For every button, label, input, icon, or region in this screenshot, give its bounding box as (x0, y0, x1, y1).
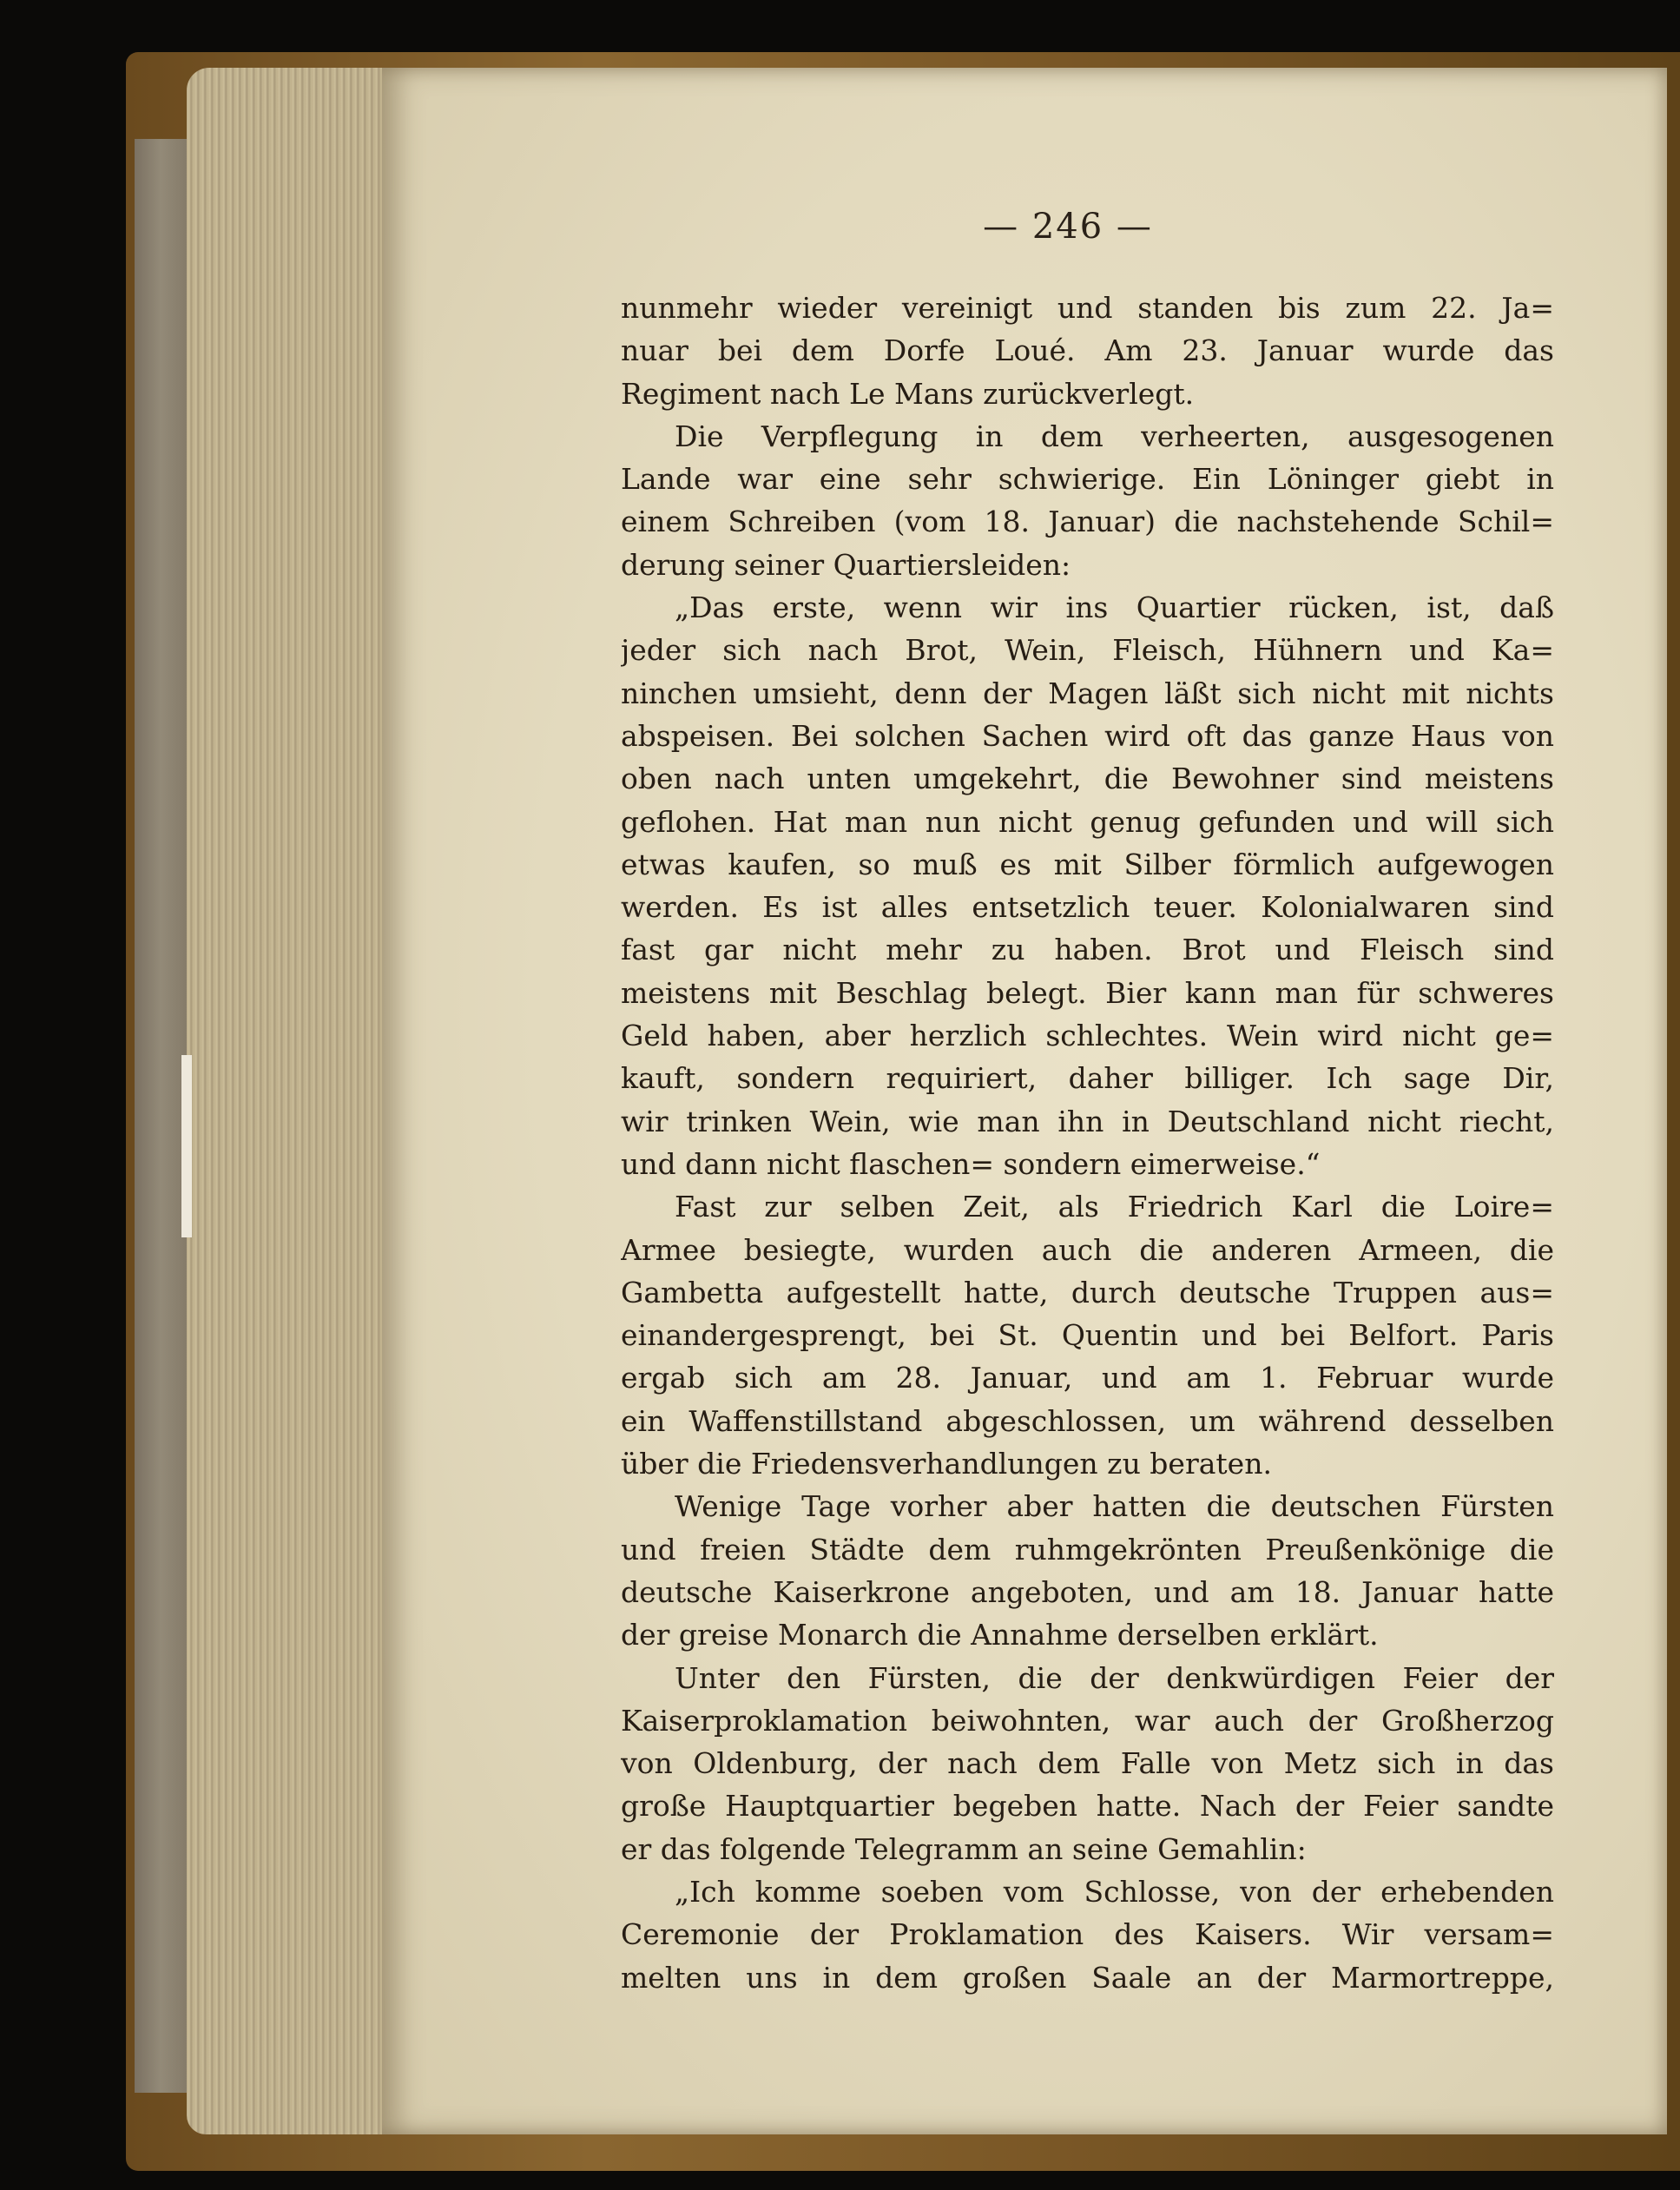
text-line: Wenige Tage vorher aber hatten die deutschen Fürsten (675, 1489, 1554, 1524)
text-line: der greise Monarch die Annahme derselben erklärt. (621, 1618, 1379, 1652)
text-line: Fast zur selben Zeit, als Friedrich Karl die Loire= (675, 1190, 1554, 1224)
text-line: oben nach unten umgekehrt, die Bewohner sind meistens (621, 762, 1554, 796)
text-line: er das folgende Telegramm an seine Gemahlin: (621, 1831, 1307, 1866)
text-line: ein Waffenstillstand abgeschlossen, um während desselben (621, 1403, 1554, 1438)
paper-slip (181, 1055, 192, 1237)
text-line: derung seiner Quartiersleiden: (621, 547, 1071, 582)
text-line: wir trinken Wein, wie man ihn in Deutschland nicht riecht, (621, 1104, 1554, 1138)
text-line: nuar bei dem Dorfe Loué. Am 23. Januar wurde das (621, 333, 1554, 368)
text-line: von Oldenburg, der nach dem Falle von Metz sich in das (621, 1746, 1554, 1781)
text-line: und freien Städte dem ruhmgekrönten Preußenkönige die (621, 1532, 1554, 1567)
text-line: Die Verpflegung in dem verheerten, ausgesogenen (675, 419, 1554, 453)
text-line: ninchen umsieht, denn der Magen läßt sich nicht mit nichts (621, 676, 1554, 710)
text-line: geflohen. Hat man nun nicht genug gefunden und will sich (621, 804, 1554, 839)
page-number: — 246 — (983, 207, 1153, 247)
text-line: kauft, sondern requiriert, daher billiger. Ich sage Dir, (621, 1061, 1554, 1096)
text-line: über die Friedensverhandlungen zu beraten. (621, 1447, 1272, 1481)
text-line: melten uns in dem großen Saale an der Marmortreppe, (621, 1960, 1554, 1995)
text-line: deutsche Kaiserkrone angeboten, und am 18. Januar hatte (621, 1574, 1554, 1609)
text-line: Unter den Fürsten, die der denkwürdigen Feier der (675, 1660, 1554, 1695)
text-line: ergab sich am 28. Januar, und am 1. Februar wurde (621, 1361, 1554, 1395)
text-line: „Das erste, wenn wir ins Quartier rücken, ist, daß (675, 590, 1554, 625)
text-line: fast gar nicht mehr zu haben. Brot und Fleisch sind (621, 933, 1554, 967)
text-line: einandergesprengt, bei St. Quentin und bei Belfort. Paris (621, 1318, 1554, 1353)
text-line: nunmehr wieder vereinigt und standen bis zum 22. Ja= (621, 291, 1554, 325)
cover-board (135, 139, 187, 2093)
text-line: Geld haben, aber herzlich schlechtes. Wein wird nicht ge= (621, 1019, 1554, 1053)
text-line: abspeisen. Bei solchen Sachen wird oft das ganze Haus von (621, 718, 1554, 753)
text-line: Armee besiegte, wurden auch die anderen Armeen, die (621, 1232, 1554, 1267)
text-line: Kaiserproklamation beiwohnten, war auch der Großherzog (621, 1703, 1554, 1738)
text-line: Regiment nach Le Mans zurückverlegt. (621, 376, 1195, 411)
page-edges (187, 68, 382, 2134)
text-line: Gambetta aufgestellt hatte, durch deutsche Truppen aus= (621, 1275, 1554, 1309)
text-line: „Ich komme soeben vom Schlosse, von der erhebenden (675, 1874, 1554, 1909)
text-line: Ceremonie der Proklamation des Kaisers. Wir versam= (621, 1917, 1554, 1952)
text-line: Lande war eine sehr schwierige. Ein Löninger giebt in (621, 462, 1554, 497)
text-line: und dann nicht flaschen= sondern eimerweise.“ (621, 1146, 1321, 1181)
text-line: einem Schreiben (vom 18. Januar) die nachstehende Schil= (621, 505, 1554, 539)
text-line: jeder sich nach Brot, Wein, Fleisch, Hühnern und Ka= (621, 633, 1554, 668)
text-line: werden. Es ist alles entsetzlich teuer. Kolonialwaren sind (621, 890, 1554, 925)
page-text (621, 287, 1554, 1999)
text-line: große Hauptquartier begeben hatte. Nach der Feier sandte (621, 1789, 1554, 1824)
text-line: meistens mit Beschlag belegt. Bier kann man für schweres (621, 975, 1554, 1010)
text-line: etwas kaufen, so muß es mit Silber förmlich aufgewogen (621, 847, 1554, 881)
